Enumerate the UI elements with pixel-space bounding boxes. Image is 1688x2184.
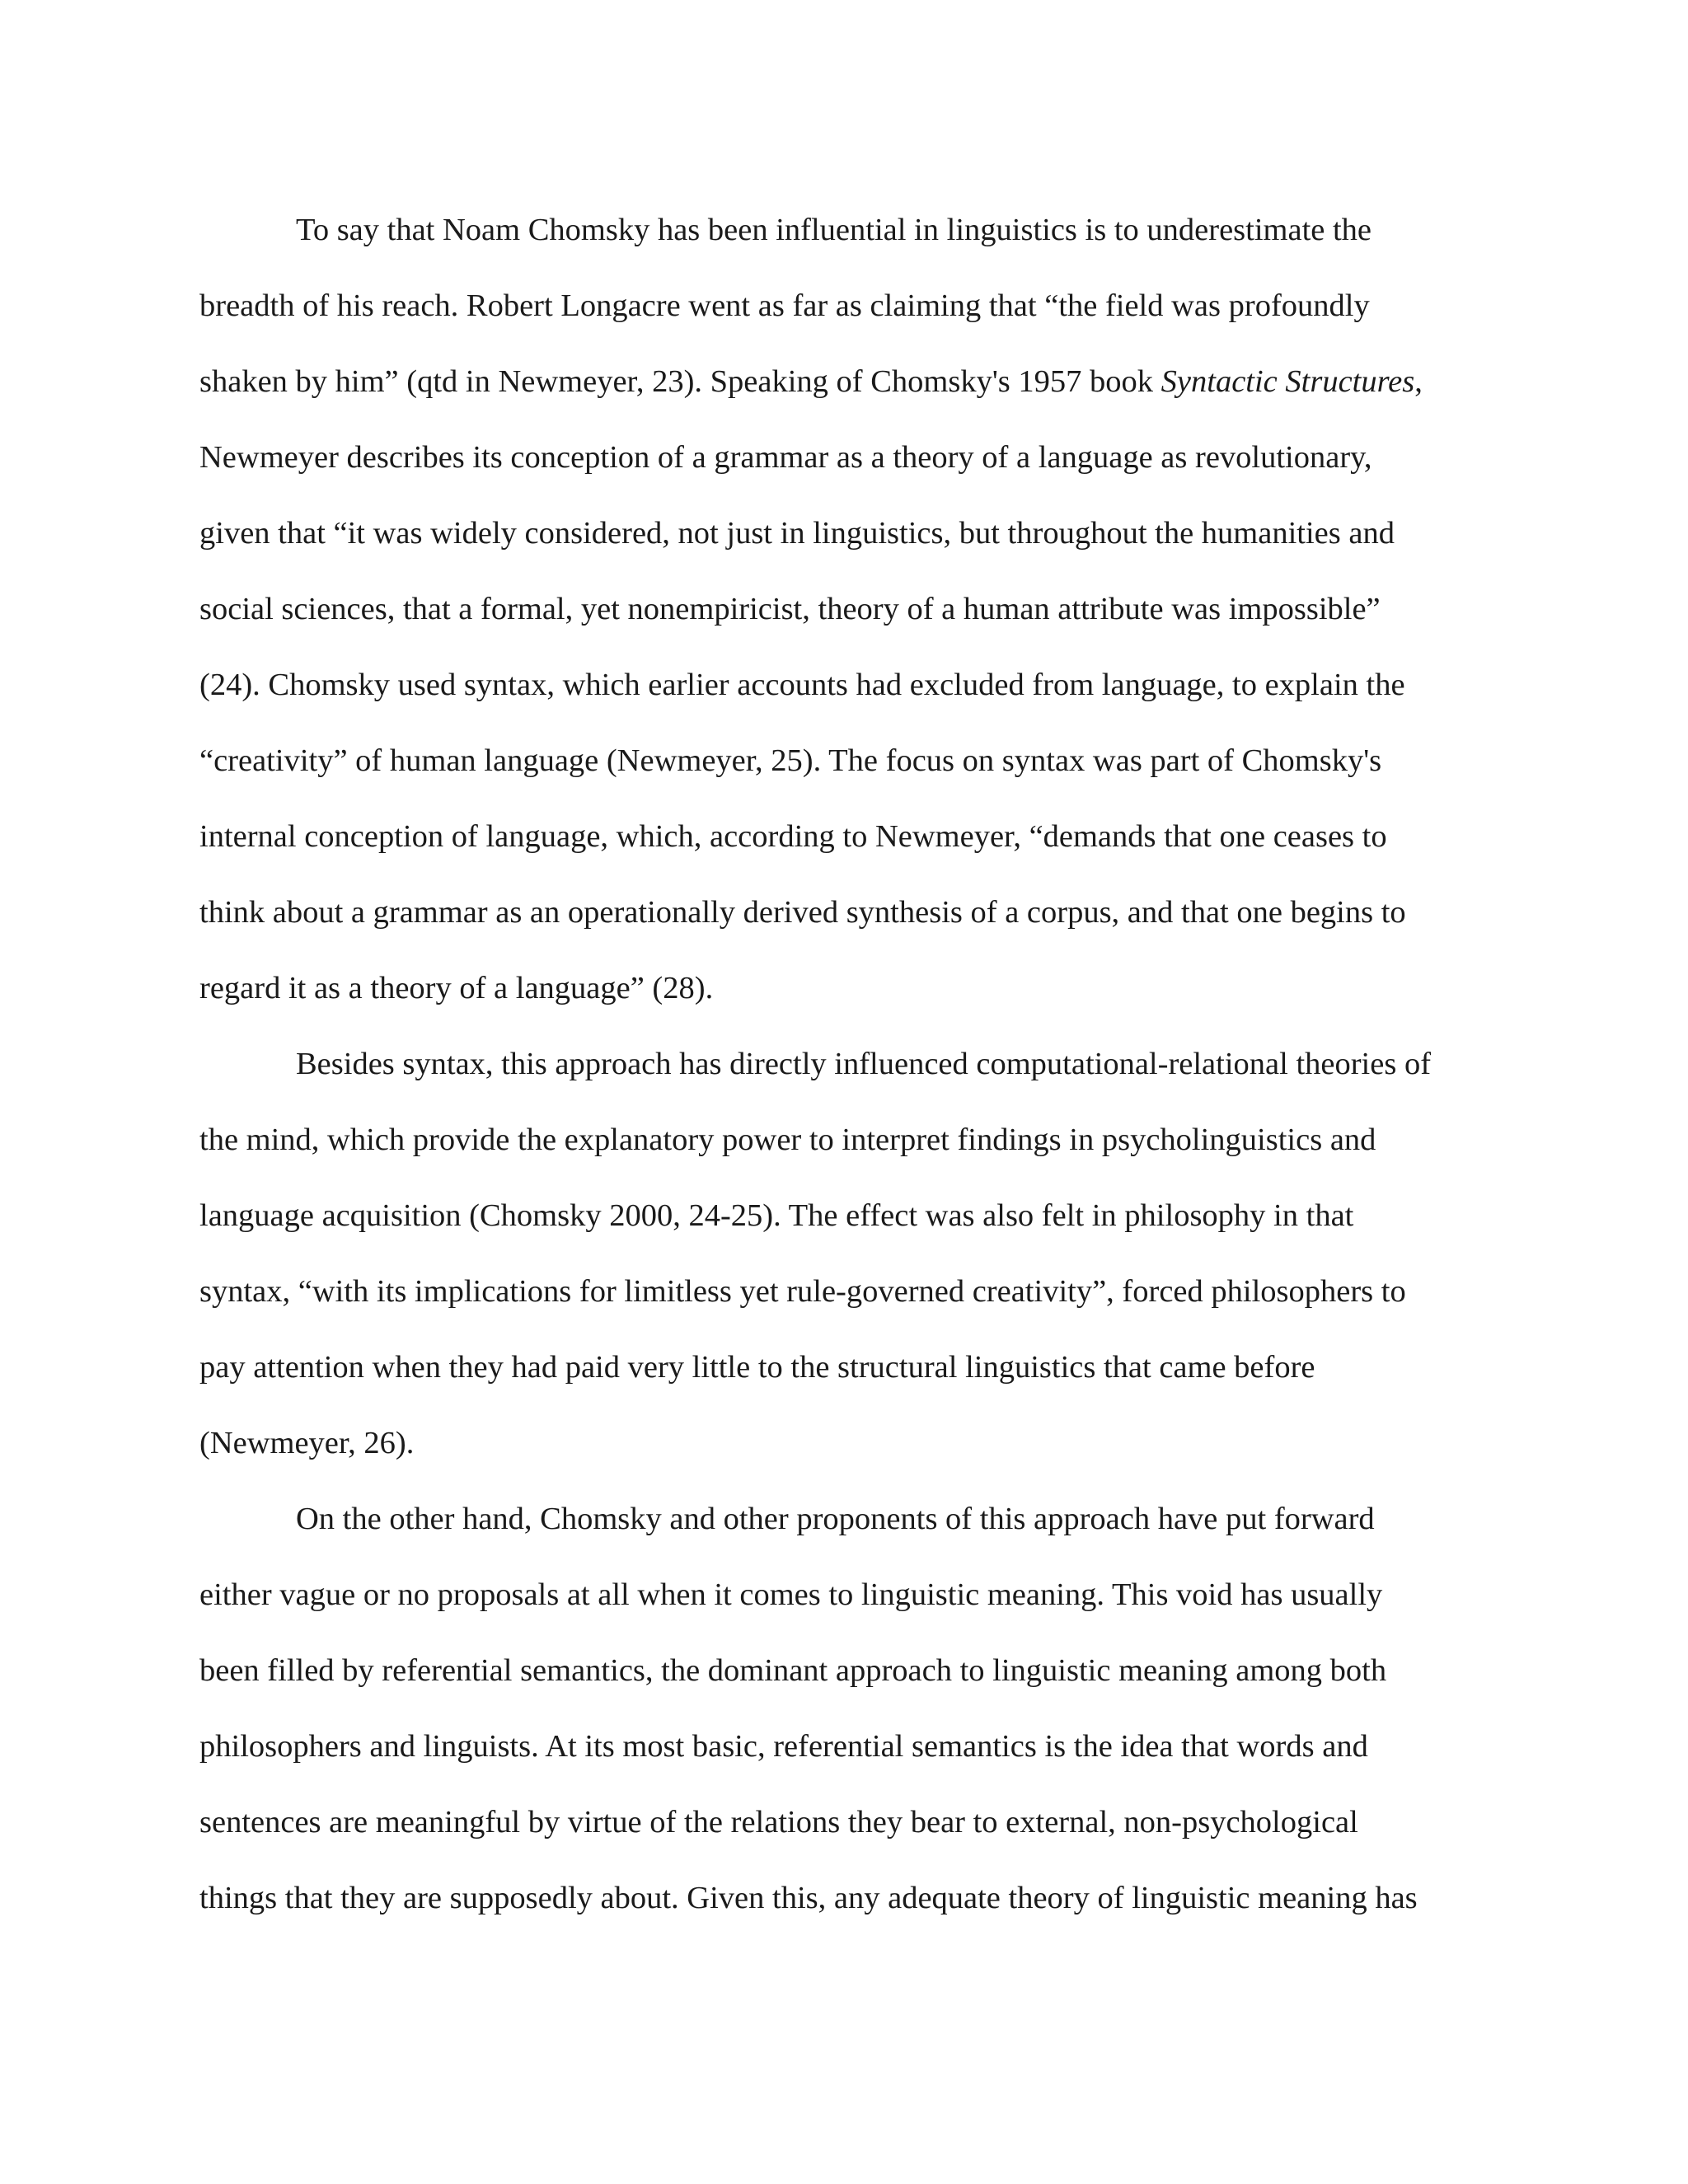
paragraph-1-line-3-text: shaken by him” (qtd in Newmeyer, 23). Speaking of Chomsky's 1957 book	[199, 364, 1161, 399]
paragraph-2-line-5: pay attention when they had paid very little to the structural linguistics that came before	[199, 1350, 1315, 1385]
book-title-comma: ,	[1414, 364, 1423, 399]
paragraph-1-line-10: think about a grammar as an operationally derived synthesis of a corpus, and that one begins to	[199, 895, 1406, 930]
paragraph-1-line-9: internal conception of language, which, according to Newmeyer, “demands that one ceases to	[199, 819, 1387, 854]
paragraph-1-line-4: Newmeyer describes its conception of a grammar as a theory of a language as revolutionary,	[199, 440, 1372, 475]
paragraph-3-line-2: either vague or no proposals at all when it comes to linguistic meaning. This void has usually	[199, 1577, 1383, 1612]
paragraph-1-line-6: social sciences, that a formal, yet nonempiricist, theory of a human attribute was impossible”	[199, 592, 1381, 626]
paragraph-1-line-8: “creativity” of human language (Newmeyer, 25). The focus on syntax was part of Chomsky's	[199, 743, 1382, 778]
paragraph-3-line-4: philosophers and linguists. At its most basic, referential semantics is the idea that words and	[199, 1729, 1368, 1764]
paragraph-2-line-6: (Newmeyer, 26).	[199, 1426, 415, 1460]
paragraph-1-line-7: (24). Chomsky used syntax, which earlier accounts had excluded from language, to explain the	[199, 668, 1405, 702]
paragraph-1-line-5: given that “it was widely considered, not just in linguistics, but throughout the humanities and	[199, 516, 1395, 551]
book-title: Syntactic Structures	[1160, 364, 1415, 399]
paragraph-2-line-4: syntax, “with its implications for limitless yet rule-governed creativity”, forced philosophers to	[199, 1274, 1406, 1309]
paragraph-3-line-5: sentences are meaningful by virtue of the relations they bear to external, non-psychological	[199, 1805, 1358, 1840]
paragraph-2-line-2: the mind, which provide the explanatory power to interpret findings in psycholinguistics and	[199, 1122, 1376, 1157]
paragraph-1-line-11: regard it as a theory of a language” (28).	[199, 971, 714, 1005]
paragraph-1-line-1: To say that Noam Chomsky has been influential in linguistics is to underestimate the	[296, 213, 1372, 247]
paragraph-3-line-6: things that they are supposedly about. Given this, any adequate theory of linguistic meaning has	[199, 1881, 1418, 1915]
paragraph-3-line-1: On the other hand, Chomsky and other proponents of this approach have put forward	[296, 1502, 1375, 1536]
paragraph-1-line-2: breadth of his reach. Robert Longacre went as far as claiming that “the field was profoundly	[199, 288, 1370, 323]
paragraph-1-line-3	[199, 344, 1489, 419]
paragraph-3-line-3: been filled by referential semantics, the dominant approach to linguistic meaning among both	[199, 1653, 1387, 1688]
paragraph-2-line-1: Besides syntax, this approach has directly influenced computational-relational theories of	[296, 1047, 1432, 1081]
paragraph-2-line-3: language acquisition (Chomsky 2000, 24-25). The effect was also felt in philosophy in that	[199, 1198, 1354, 1233]
body-text	[199, 192, 1489, 1936]
